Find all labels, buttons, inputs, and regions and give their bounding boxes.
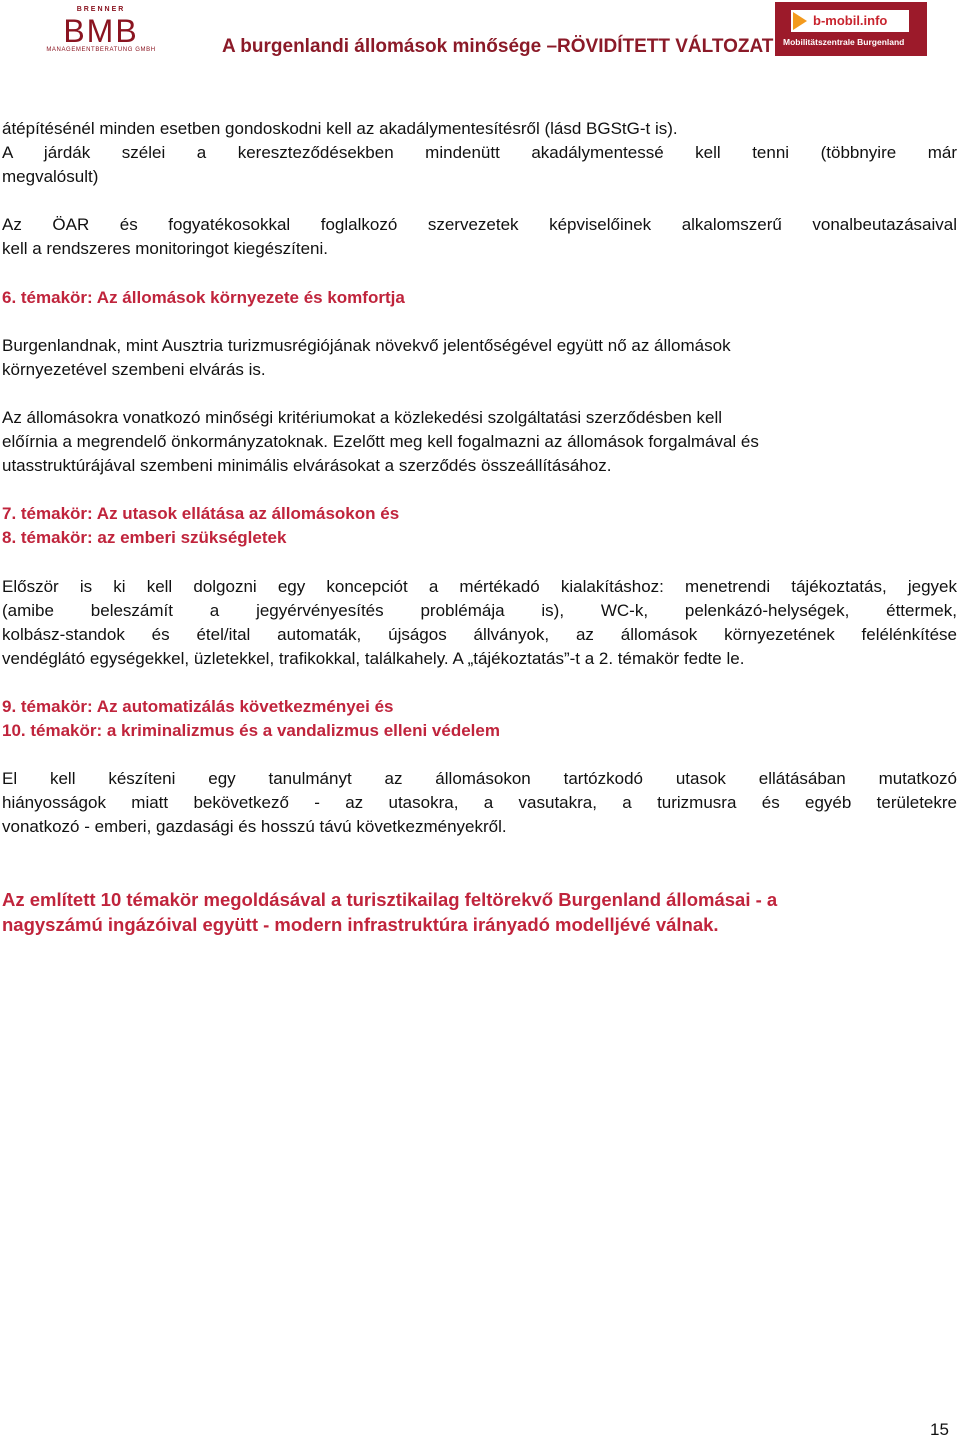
bmobil-logo-box (791, 10, 909, 32)
bmobil-logo (775, 2, 927, 56)
bmb-logo-mark: BMB (63, 13, 139, 49)
paragraph-line: Burgenlandnak, mint Ausztria turizmusrégiójának növekvő jelentőségével együtt nő az állomások (2, 336, 731, 355)
page-number: 15 (930, 1420, 949, 1439)
paragraph-line: kolbász-standok és étel/ital automaták, újságos állványok, az állomások környezetének felélénkítése (2, 625, 957, 644)
paragraph-line: utasstruktúrájával szembeni minimális elvárásokat a szerződés összeállításához. (2, 456, 612, 475)
paragraph-line: (amibe beleszámít a jegyérvényesítés problémája is), WC-k, pelenkázó-helységek, éttermek, (2, 601, 957, 620)
paragraph-line: A járdák szélei a kereszteződésekben mindenütt akadálymentessé kell tenni (többnyire már (2, 143, 957, 162)
paragraph-line: előírnia a megrendelő önkormányzatoknak. Ezelőtt meg kell fogalmazni az állomások forgalmával és (2, 432, 759, 451)
paragraph-line: átépítésénél minden esetben gondoskodni kell az akadálymentesítésről (lásd BGStG-t is). (2, 119, 678, 138)
bmobil-logo-name: b-mobil.info (813, 13, 888, 28)
section-heading-9: 9. témakör: Az automatizálás következményei és (2, 697, 394, 716)
paragraph-line: Az állomásokra vonatkozó minőségi kritériumokat a közlekedési szolgáltatási szerződésben kell (2, 408, 723, 427)
paragraph-line: hiányosságok miatt bekövetkező - az utasokra, a vasutakra, a turizmusra és egyéb területekre (2, 793, 957, 812)
arrow-icon (793, 12, 807, 30)
section-heading-10: 10. témakör: a kriminalizmus és a vandalizmus elleni védelem (2, 721, 500, 740)
section-heading-7: 7. témakör: Az utasok ellátása az állomásokon és (2, 504, 400, 523)
bmb-logo (32, 6, 170, 56)
paragraph-line: vonatkozó - emberi, gazdasági és hosszú távú következményekről. (2, 817, 507, 836)
bmobil-logo-subtitle: Mobilitätszentrale Burgenland (783, 37, 905, 47)
paragraph-line: vendéglátó egységekkel, üzletekkel, trafikokkal, találkahely. A „tájékoztatás”-t a 2. témakör fedte le. (2, 649, 745, 668)
page-header (0, 0, 960, 64)
paragraph-line: Először is ki kell dolgozni egy koncepciót a mértékadó kialakításhoz: menetrendi tájékoztatás, jegyek (2, 577, 957, 596)
bmb-logo-brenner: BRENNER (76, 6, 126, 13)
section-heading-8: 8. témakör: az emberi szükségletek (2, 528, 287, 547)
conclusion-line: nagyszámú ingázóival együtt - modern infrastruktúra irányadó modelljévé válnak. (2, 914, 719, 935)
document-title: A burgenlandi állomások minősége –RÖVIDÍTETT VÁLTOZAT (222, 36, 774, 57)
conclusion-line: Az említett 10 témakör megoldásával a turisztikailag feltörekvő Burgenland állomásai - a (2, 889, 778, 910)
section-heading-6: 6. témakör: Az állomások környezete és komfortja (2, 288, 405, 307)
paragraph-line: környezetével szembeni elvárás is. (2, 360, 266, 379)
paragraph-line: megvalósult) (2, 167, 99, 186)
bmb-logo-subtitle: MANAGEMENTBERATUNG GMBH (46, 47, 156, 53)
paragraph-line: Az ÖAR és fogyatékosokkal foglalkozó szervezetek képviselőinek alkalomszerű vonalbeutazásaival (2, 215, 957, 234)
paragraph-line: kell a rendszeres monitoringot kiegészíteni. (2, 239, 328, 258)
paragraph-line: El kell készíteni egy tanulmányt az állomásokon tartózkodó utasok ellátásában mutatkozó (2, 769, 957, 788)
